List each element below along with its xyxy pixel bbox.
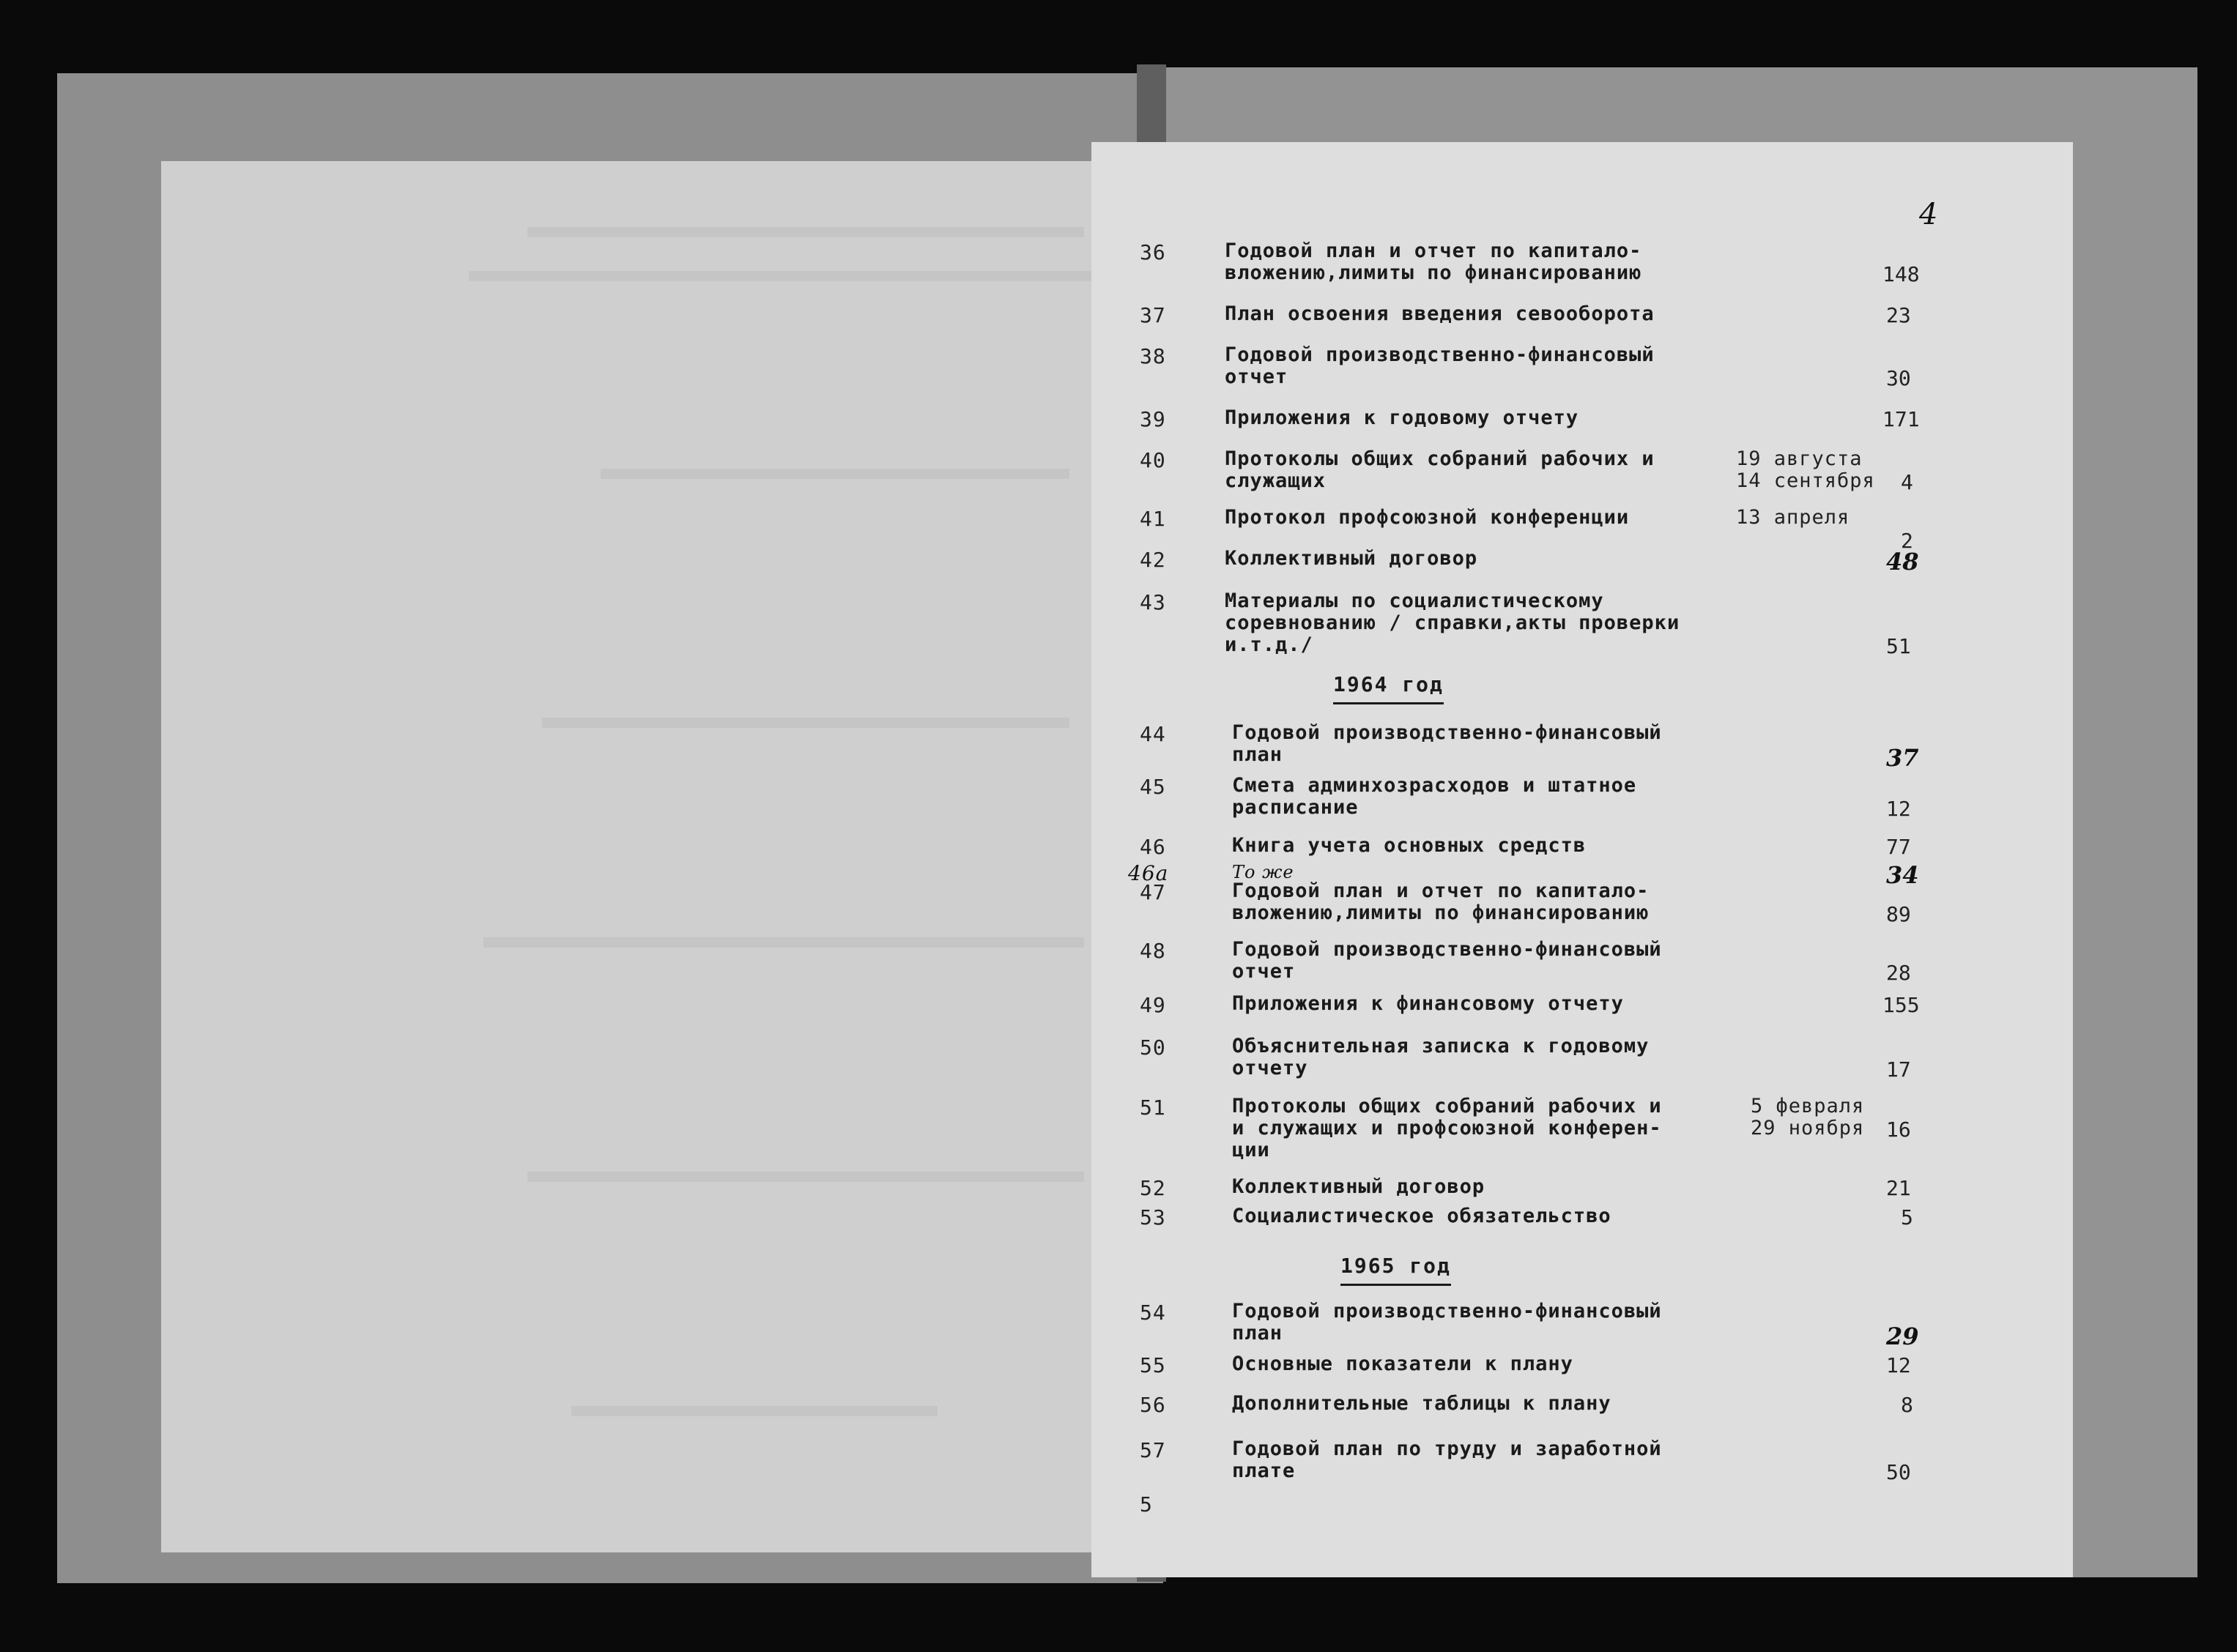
row-title: Приложения к финансовому отчету	[1232, 992, 1624, 1015]
row-page-count: 4	[1901, 470, 1913, 494]
row-number: 44	[1140, 722, 1166, 746]
row-number: 57	[1140, 1438, 1166, 1462]
row-number: 46	[1140, 835, 1166, 859]
row-number: 52	[1140, 1176, 1166, 1200]
row-dates: 5 февраля 29 ноября	[1751, 1095, 1865, 1139]
row-title: Протоколы общих собраний рабочих и служащих	[1225, 447, 1655, 492]
row-title: Протоколы общих собраний рабочих и и служащих и профсоюзной конферен- ции	[1232, 1095, 1662, 1161]
row-page-count: 2	[1901, 529, 1913, 553]
row-number: 55	[1140, 1353, 1166, 1377]
row-title: Годовой план и отчет по капитало- вложению,лимиты по финансированию	[1232, 879, 1650, 924]
row-number: 56	[1140, 1393, 1166, 1417]
row-title: Годовой план по труду и заработной плате	[1232, 1437, 1662, 1482]
row-title: План освоения введения севооборота	[1225, 302, 1655, 325]
row-number: 43	[1140, 590, 1166, 614]
row-number: 41	[1140, 507, 1166, 531]
row-number: 47	[1140, 880, 1166, 904]
bleed-through-text	[527, 227, 1084, 237]
row-dates: 13 апреля	[1736, 506, 1850, 529]
bleed-through-text	[527, 1172, 1084, 1182]
row-number: 53	[1140, 1205, 1166, 1229]
bleed-through-text	[542, 718, 1069, 728]
row-title: Объяснительная записка к годовому отчету	[1232, 1035, 1650, 1079]
row-number: 42	[1140, 548, 1166, 572]
row-title: Годовой план и отчет по капитало- вложению,лимиты по финансированию	[1225, 239, 1642, 284]
row-number: 50	[1140, 1035, 1166, 1060]
row-title: Книга учета основных средств	[1232, 834, 1587, 857]
row-page-count: 50	[1886, 1460, 1911, 1484]
row-page-count: 148	[1882, 262, 1920, 286]
row-title: Основные показатели к плану	[1232, 1353, 1573, 1375]
row-number: 48	[1140, 939, 1166, 963]
row-page-count: 12	[1886, 797, 1911, 821]
row-number: 51	[1140, 1095, 1166, 1120]
row-page-count: 8	[1901, 1393, 1913, 1417]
row-page-count: 17	[1886, 1057, 1911, 1082]
bleed-through-text	[469, 271, 1099, 281]
row-number: 37	[1140, 303, 1166, 327]
row-number: 39	[1140, 407, 1166, 431]
row-page-count: 30	[1886, 366, 1911, 390]
row-title: Годовой производственно-финансовый план	[1232, 721, 1662, 766]
row-title: Годовой производственно-финансовый отчет	[1225, 343, 1655, 388]
bleed-through-text	[601, 469, 1069, 479]
row-number: 36	[1140, 240, 1166, 264]
row-page-count: 28	[1886, 961, 1911, 985]
row-page-count: 77	[1886, 835, 1911, 859]
row-title: Протокол профсоюзной конференции	[1225, 506, 1630, 529]
year-heading-1964: 1964 год	[1333, 672, 1444, 704]
row-number: 45	[1140, 775, 1166, 799]
sheet-number: 4	[1919, 198, 1938, 231]
row-number: 46а	[1128, 861, 1169, 885]
row-page-count: 34	[1886, 861, 1919, 889]
row-title: Приложения к годовому отчету	[1225, 406, 1579, 429]
row-title: То же	[1232, 862, 1294, 882]
row-page-count: 171	[1882, 407, 1920, 431]
row-title: Дополнительные таблицы к плану	[1232, 1392, 1611, 1415]
row-title: Годовой производственно-финансовый отчет	[1232, 938, 1662, 983]
year-heading-1965: 1965 год	[1340, 1254, 1451, 1286]
row-page-count: 16	[1886, 1117, 1911, 1142]
row-page-count: 29	[1886, 1322, 1919, 1350]
row-page-count: 21	[1886, 1176, 1911, 1200]
row-page-count: 5	[1901, 1205, 1913, 1229]
trailing-number: 5	[1140, 1492, 1153, 1517]
row-title: Социалистическое обязательство	[1232, 1205, 1611, 1227]
row-page-count: 89	[1886, 902, 1911, 926]
row-number: 49	[1140, 993, 1166, 1017]
row-number: 38	[1140, 344, 1166, 368]
bleed-through-text	[483, 937, 1084, 948]
row-title: Коллективный договор	[1225, 547, 1478, 570]
row-number: 40	[1140, 448, 1166, 472]
row-title: Годовой производственно-финансовый план	[1232, 1300, 1662, 1344]
row-page-count: 37	[1886, 744, 1919, 772]
row-number: 54	[1140, 1301, 1166, 1325]
row-dates: 19 августа 14 сентября	[1736, 447, 1875, 492]
row-title: Смета админхозрасходов и штатное расписание	[1232, 774, 1637, 819]
row-page-count: 23	[1886, 303, 1911, 327]
bleed-through-text	[571, 1406, 938, 1416]
row-page-count: 48	[1886, 548, 1919, 576]
row-page-count: 12	[1886, 1353, 1911, 1377]
row-title: Коллективный договор	[1232, 1175, 1485, 1198]
row-page-count: 51	[1886, 634, 1911, 658]
row-page-count: 155	[1882, 993, 1920, 1017]
row-title: Материалы по социалистическому соревнованию / справки,акты проверки и.т.д./	[1225, 589, 1680, 656]
left-page	[161, 161, 1113, 1552]
